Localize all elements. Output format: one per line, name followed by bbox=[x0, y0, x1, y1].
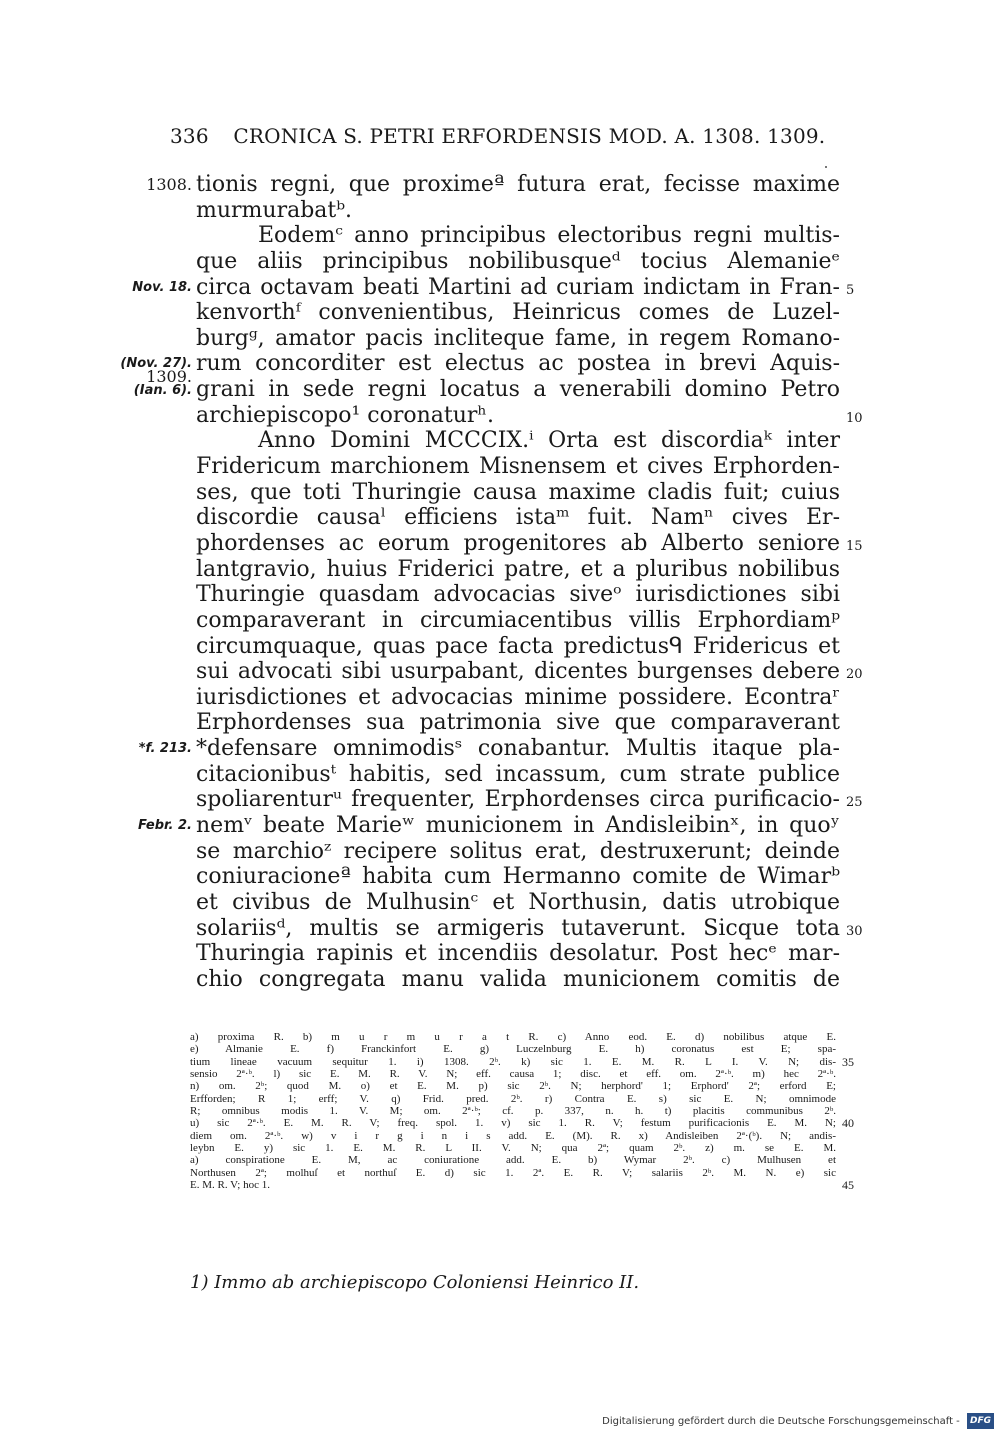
critical-apparatus bbox=[190, 1031, 854, 1193]
text-line-content: Thuringie quasdam advocacias siveᵒ iurisdictiones sibi bbox=[196, 582, 840, 608]
text-line bbox=[196, 454, 840, 480]
apparatus-line bbox=[190, 1043, 836, 1055]
line-number: 30 bbox=[846, 923, 863, 939]
text-line-content: kenvorthᶠ convenientibus, Heinricus comes de Luzel- bbox=[196, 300, 840, 326]
footnote-1: 1) Immo ab archiepiscopo Coloniensi Heinrico II. bbox=[190, 1272, 640, 1293]
apparatus-line-content: tium lineae vacuum sequitur 1. i) 1308. 2ᵇ. k) sic 1. E. M. R. L I. V. N; dis- bbox=[190, 1055, 836, 1068]
text-line bbox=[196, 198, 840, 224]
running-head bbox=[170, 124, 830, 148]
text-line-content: ses, que toti Thuringie causa maxime cladis fuit; cuius bbox=[196, 479, 840, 505]
left-margin-note: Febr. 2. bbox=[138, 818, 192, 834]
text-line bbox=[196, 326, 840, 352]
apparatus-line bbox=[190, 1105, 836, 1117]
text-line bbox=[196, 249, 840, 275]
text-line-content: sui advocati sibi usurpabant, dicentes burgenses debere bbox=[196, 659, 840, 685]
text-line bbox=[196, 710, 840, 736]
line-number: 45 bbox=[842, 1178, 854, 1193]
text-line bbox=[196, 480, 840, 506]
left-margin-note: Nov. 18. bbox=[132, 279, 192, 295]
text-line bbox=[196, 402, 863, 429]
text-line-content: et civibus de Mulhusinᶜ et Northusin, datis utrobique bbox=[196, 889, 840, 915]
text-line-content: rum concorditer est electus ac postea in brevi Aquis- bbox=[196, 351, 840, 377]
main-text bbox=[120, 172, 863, 993]
apparatus-line bbox=[190, 1154, 836, 1166]
left-margin-note bbox=[134, 369, 192, 397]
apparatus-line-content: n) om. 2ᵇ; quod M. o) et E. M. p) sic 2ᵇ. N; herphord' 1; Erphord' 2ª; erford E; bbox=[190, 1080, 836, 1093]
line-number: 15 bbox=[846, 538, 863, 554]
text-line-content: circumquaque, quas pace facta predictusᑫ Fridericus et bbox=[196, 633, 840, 659]
line-number: 25 bbox=[846, 795, 863, 811]
apparatus-line bbox=[190, 1080, 836, 1092]
text-line-content: Anno Domini MCCCIX.ⁱ Orta est discordiaᵏ inter bbox=[258, 428, 840, 454]
text-line bbox=[196, 864, 840, 890]
text-line-content: murmurabatᵇ. bbox=[196, 197, 353, 223]
apparatus-line-content: a) conspiratione E. M, ac coniuratione add. E. b) Wymar 2ᵇ. c) Mulhusen et bbox=[190, 1154, 836, 1167]
text-line bbox=[196, 839, 840, 865]
line-number: 35 bbox=[842, 1054, 854, 1069]
text-line bbox=[196, 685, 840, 711]
text-line-content: Thuringia rapinis et incendiis desolatur. Post hecᵉ mar- bbox=[196, 941, 840, 967]
text-line bbox=[196, 967, 840, 993]
text-line-content: archiepiscopo¹ coronaturʰ. bbox=[196, 402, 494, 428]
line-number: 20 bbox=[846, 667, 863, 683]
dfg-logo: DFG bbox=[967, 1413, 994, 1429]
text-line-content: se marchioᶻ recipere solitus erat, destruxerunt; deinde bbox=[196, 838, 840, 864]
text-line bbox=[196, 787, 863, 813]
apparatus-line bbox=[190, 1093, 836, 1105]
apparatus-line bbox=[190, 1130, 836, 1142]
page-number: 336 bbox=[170, 124, 209, 148]
text-line bbox=[196, 557, 840, 583]
text-line bbox=[196, 608, 840, 634]
text-line bbox=[196, 223, 840, 249]
apparatus-line-content: a) proxima R. b) m u r m u r a t R. c) Anno eod. E. d) nobilibus atque E. bbox=[190, 1031, 836, 1043]
text-line-content: comparaverant in circumiacentibus villis Erphordiamᵖ bbox=[196, 607, 840, 633]
text-line bbox=[132, 274, 855, 301]
apparatus-line-content: Northusen 2ª; molhuſ et northuſ E. d) sic 1. 2ª. E. R. V; salariis 2ᵇ. M. N. e) sic bbox=[190, 1166, 836, 1179]
text-line bbox=[196, 582, 840, 608]
line-number: 5 bbox=[846, 282, 855, 298]
apparatus-line-content: leybn E. y) sic 1. E. M. R. L II. V. N; qua 2ª; quam 2ᵇ. z) m. se E. M. bbox=[190, 1142, 836, 1155]
text-line-content: solariisᵈ, multis se armigeris tutaverunt. Sicque tota bbox=[196, 915, 840, 941]
text-line-content: citacionibusᵗ habitis, sed incassum, cum strate publice bbox=[196, 761, 840, 787]
text-line-content: Fridericum marchionem Misnensem et cives Erphorden- bbox=[196, 454, 840, 480]
apparatus-line-content: sensio 2ª·ᵇ. l) sic E. M. R. V. N; eff. causa 1; disc. et eff. om. 2ª·ᵇ. m) hec 2ª·ᵇ. bbox=[190, 1068, 836, 1081]
apparatus-line-content: diem om. 2ª·ᵇ. w) v i r g i n i s add. E. (M). R. x) Andisleiben 2ª·(ᵇ). N; andis- bbox=[190, 1129, 836, 1142]
text-line bbox=[196, 941, 840, 967]
digitization-text: Digitalisierung gefördert durch die Deutsche Forschungsgemeinschaft - bbox=[602, 1416, 960, 1427]
line-number: 10 bbox=[846, 410, 863, 426]
text-line bbox=[196, 915, 863, 942]
text-line bbox=[196, 505, 840, 531]
apparatus-line-content: E. M. R. V; hoc 1. bbox=[190, 1179, 270, 1192]
text-line bbox=[146, 172, 840, 198]
text-line-content: burgᵍ, amator pacis incliteque fame, in regem Romano- bbox=[196, 325, 840, 351]
apparatus-line-content: R; omnibus modis 1. V. M; om. 2ª·ᵇ; cf. p. 337, n. h. t) placitis communibus 2ᵇ. bbox=[190, 1105, 836, 1118]
apparatus-line bbox=[190, 1068, 836, 1080]
text-line-content: que aliis principibus nobilibusqueᵈ tocius Alemanieᵉ bbox=[196, 248, 840, 274]
apparatus-line bbox=[190, 1178, 854, 1193]
apparatus-line bbox=[190, 1031, 836, 1043]
scan-speck bbox=[825, 166, 827, 168]
margin-date: (Ian. 6). bbox=[133, 383, 192, 399]
text-line-content: spoliarenturᵘ frequenter, Erphordenses circa purificacio- bbox=[196, 787, 840, 813]
apparatus-line bbox=[190, 1116, 854, 1131]
text-line bbox=[196, 300, 840, 326]
text-line-content: Eodemᶜ anno principibus electoribus regni multis- bbox=[258, 223, 840, 249]
apparatus-line bbox=[190, 1054, 854, 1069]
text-line-content: phordenses ac eorum progenitores ab Alberto seniore bbox=[196, 530, 840, 556]
text-line-content: chio congregata manu valida municionem comitis de bbox=[196, 966, 840, 992]
text-line-content: circa octavam beati Martini ad curiam indictam in Fran- bbox=[196, 274, 840, 300]
text-line bbox=[196, 428, 840, 454]
left-margin-note: (Nov. 27). bbox=[120, 356, 192, 372]
text-line bbox=[138, 813, 840, 839]
running-title: CRONICA S. PETRI ERFORDENSIS MOD. A. 1308. 1309. bbox=[233, 124, 826, 148]
text-line-content: *defensare omnimodisˢ conabantur. Multis itaque pla- bbox=[196, 736, 840, 762]
line-number: 40 bbox=[842, 1116, 854, 1131]
apparatus-line-content: u) sic 2ª·ᵇ. E. M. R. V; freq. spol. 1. v) sic 1. R. V; festum purificacionis E. M. N; bbox=[190, 1117, 836, 1130]
digitization-credit bbox=[602, 1413, 994, 1427]
apparatus-line-content: e) Almanie E. f) Franckinfort E. g) Luczelnburg E. h) coronatus est E; spa- bbox=[190, 1043, 836, 1056]
apparatus-line bbox=[190, 1167, 836, 1179]
text-line-content: iurisdictiones et advocacias minime possidere. Econtraʳ bbox=[196, 684, 840, 710]
text-line-content: grani in sede regni locatus a venerabili domino Petro bbox=[196, 377, 840, 403]
text-line bbox=[196, 634, 840, 660]
text-line-content: tionis regni, que proximeª futura erat, fecisse maxime bbox=[196, 172, 840, 197]
text-line bbox=[133, 367, 840, 403]
left-margin-note: *f. 213. bbox=[138, 741, 192, 757]
text-line-content: nemᵛ beate Marieʷ municionem in Andisleibinˣ, in quoʸ bbox=[196, 813, 840, 839]
text-line bbox=[196, 659, 863, 685]
text-line bbox=[138, 736, 840, 762]
apparatus-line-content: Erfforden; R 1; erff; V. q) Frid. pred. 2ᵇ. r) Contra E. s) sic E. N; omnimode bbox=[190, 1092, 836, 1105]
left-margin-note: 1308. bbox=[146, 175, 192, 194]
margin-year: 1309. bbox=[146, 367, 192, 387]
text-line-content: Erphordenses sua patrimonia sive que comparaverant bbox=[196, 710, 840, 736]
text-line bbox=[196, 530, 863, 557]
text-line bbox=[196, 890, 840, 916]
text-line bbox=[196, 762, 840, 788]
text-line-content: discordie causaˡ efficiens istaᵐ fuit. Namⁿ cives Er- bbox=[196, 505, 840, 531]
apparatus-line bbox=[190, 1142, 836, 1154]
text-line-content: lantgravio, huius Friderici patre, et a pluribus nobilibus bbox=[196, 556, 840, 582]
text-line-content: coniuracioneª habita cum Hermanno comite de Wimarᵇ bbox=[196, 864, 840, 890]
